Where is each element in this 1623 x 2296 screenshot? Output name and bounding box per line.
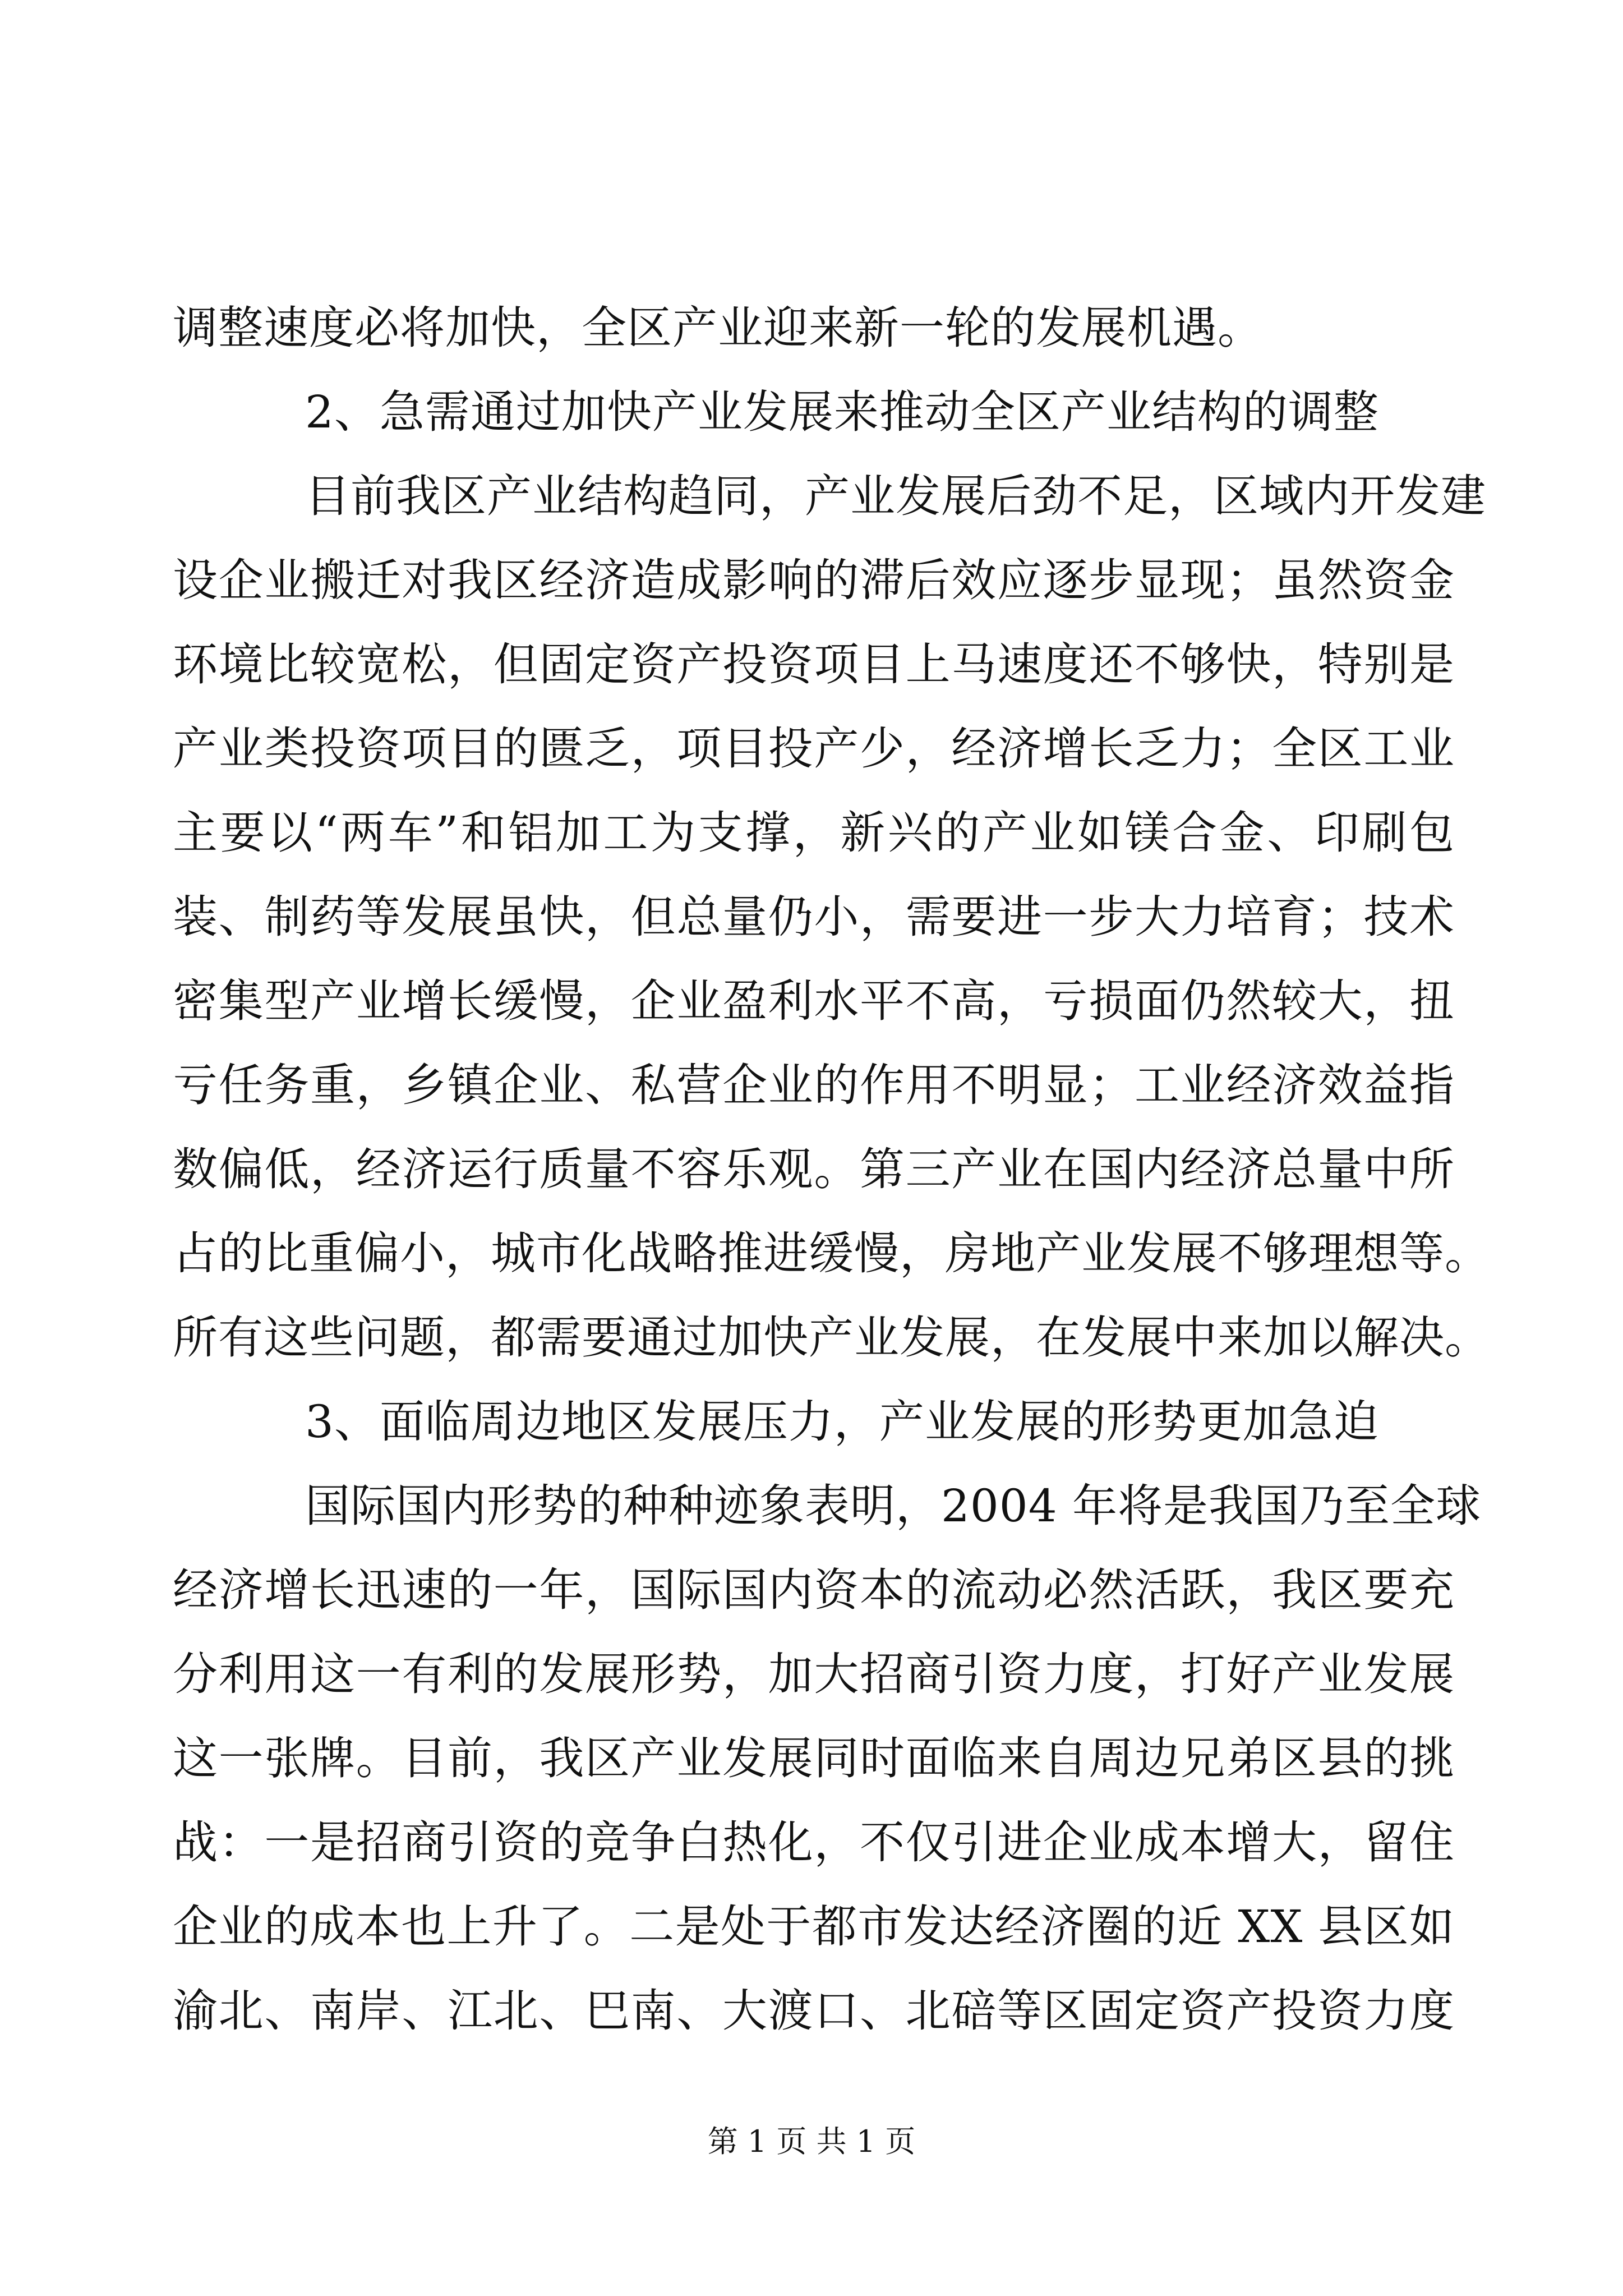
- text-line: 设企业搬迁对我区经济造成影响的滞后效应逐步显现；虽然资金: [173, 554, 1455, 606]
- text-line: 调整速度必将加快，全区产业迎来新一轮的发展机遇。: [173, 302, 1263, 354]
- text-line: 数偏低，经济运行质量不容乐观。第三产业在国内经济总量中所: [173, 1143, 1455, 1195]
- text-line: 企业的成本也上升了。二是处于都市发达经济圈的近 XX 县区如: [173, 1901, 1455, 1953]
- text-line: 主要以“两车”和铝加工为支撑，新兴的产业如镁合金、印刷包: [173, 807, 1455, 859]
- text-line: 所有这些问题，都需要通过加快产业发展，在发展中来加以解决。: [173, 1312, 1490, 1364]
- text-line: 占的比重偏小，城市化战略推进缓慢，房地产业发展不够理想等。: [173, 1227, 1490, 1280]
- text-line: 目前我区产业结构趋同，产业发展后劲不足，区域内开发建: [305, 470, 1486, 522]
- text-line: 产业类投资项目的匮乏，项目投产少，经济增长乏力；全区工业: [173, 723, 1455, 775]
- text-line: 渝北、南岸、江北、巴南、大渡口、北碚等区固定资产投资力度: [173, 1985, 1455, 2037]
- text-line: 战：一是招商引资的竞争白热化，不仅引进企业成本增大，留住: [173, 1816, 1455, 1869]
- page-number-footer: 第 1 页 共 1 页: [707, 2124, 916, 2159]
- text-line: 密集型产业增长缓慢，企业盈利水平不高，亏损面仍然较大，扭: [173, 975, 1455, 1027]
- text-line: 这一张牌。目前，我区产业发展同时面临来自周边兄弟区县的挑: [173, 1732, 1455, 1784]
- section-heading: 3、面临周边地区发展压力，产业发展的形势更加急迫: [305, 1396, 1379, 1448]
- section-heading: 2、急需通过加快产业发展来推动全区产业结构的调整: [305, 386, 1379, 438]
- text-line: 分利用这一有利的发展形势，加大招商引资力度，打好产业发展: [173, 1648, 1455, 1700]
- text-line: 国际国内形势的种种迹象表明，2004 年将是我国乃至全球: [305, 1480, 1482, 1532]
- text-line: 亏任务重，乡镇企业、私营企业的作用不明显；工业经济效益指: [173, 1059, 1455, 1111]
- text-line: 经济增长迅速的一年，国际国内资本的流动必然活跃，我区要充: [173, 1564, 1455, 1616]
- text-line: 环境比较宽松，但固定资产投资项目上马速度还不够快，特别是: [173, 638, 1455, 691]
- text-line: 装、制药等发展虽快，但总量仍小，需要进一步大力培育；技术: [173, 891, 1455, 943]
